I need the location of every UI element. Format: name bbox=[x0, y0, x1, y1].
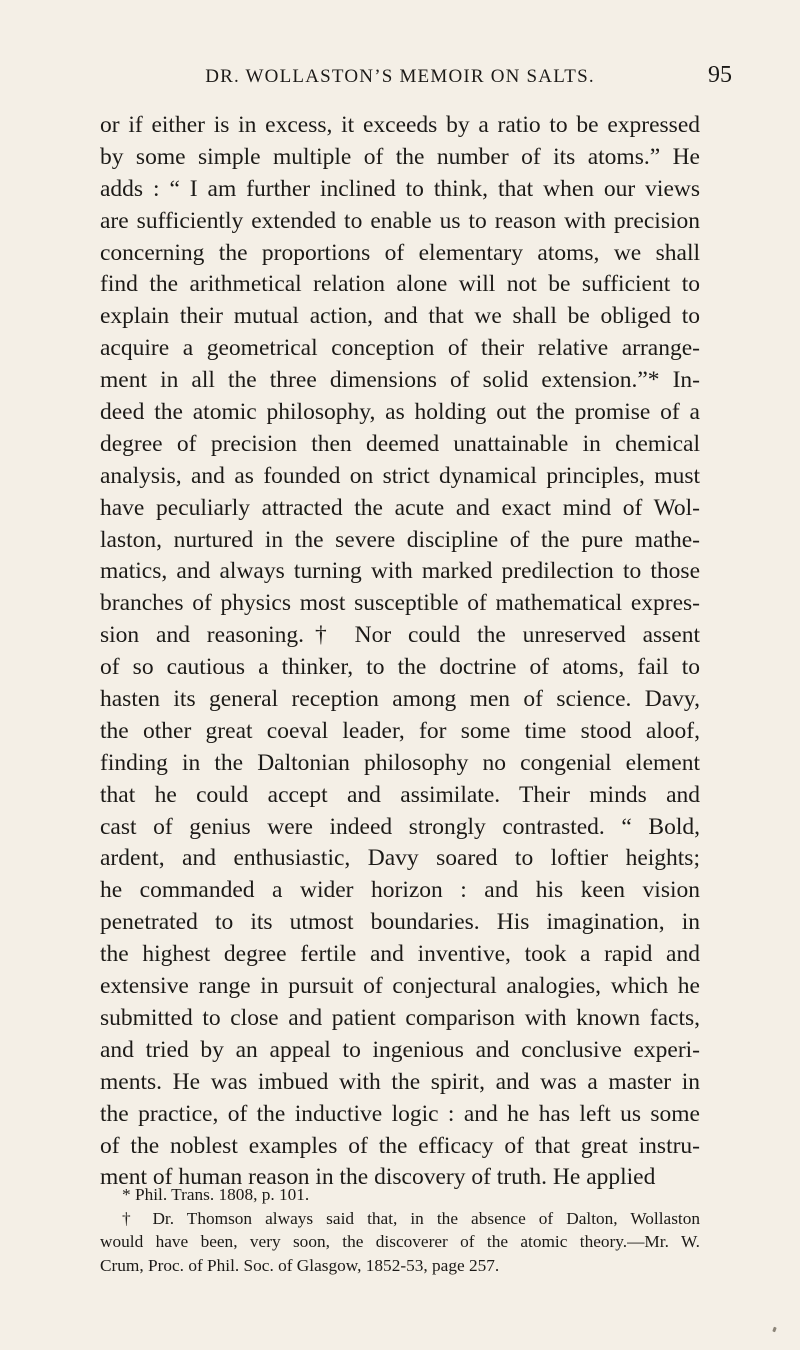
footnote-2-line: † Dr. Thomson always said that, in the absence of Dalton, Wollaston bbox=[122, 1208, 700, 1228]
text-line: branches of physics most susceptible of mathematical expres- bbox=[100, 590, 700, 617]
footnotes bbox=[100, 1183, 700, 1277]
text-line: analysis, and as founded on strict dynamical principles, must bbox=[100, 462, 700, 489]
text-line: are sufficiently extended to enable us to reason with precision bbox=[100, 207, 700, 234]
footnote-2-line: Crum, Proc. of Phil. Soc. of Glasgow, 1852-53, page 257. bbox=[100, 1255, 500, 1275]
text-line: ment of human reason in the discovery of truth. He applied bbox=[100, 1164, 656, 1191]
text-line: ment in all the three dimensions of solid extension.”* In- bbox=[100, 367, 700, 394]
body-text bbox=[100, 110, 700, 1194]
footnote-1: * Phil. Trans. 1808, p. 101. bbox=[122, 1185, 310, 1204]
text-line: matics, and always turning with marked predilection to those bbox=[100, 558, 700, 585]
text-line: penetrated to its utmost boundaries. His imagination, in bbox=[100, 909, 700, 936]
text-line: of the noblest examples of the efficacy of that great instru- bbox=[100, 1132, 700, 1159]
text-line: find the arithmetical relation alone will not be sufficient to bbox=[100, 271, 700, 298]
text-line: explain their mutual action, and that we shall be obliged to bbox=[100, 303, 700, 330]
text-line: finding in the Daltonian philosophy no congenial element bbox=[100, 749, 700, 776]
running-head bbox=[0, 62, 800, 98]
text-line: have peculiarly attracted the acute and exact mind of Wol- bbox=[100, 494, 700, 521]
text-line: by some simple multiple of the number of its atoms.” He bbox=[100, 143, 700, 170]
text-line: and tried by an appeal to ingenious and conclusive experi- bbox=[100, 1036, 700, 1063]
text-line: ardent, and enthusiastic, Davy soared to loftier heights; bbox=[100, 845, 700, 872]
text-line: hasten its general reception among men of science. Davy, bbox=[100, 686, 700, 713]
page-number: 95 bbox=[708, 62, 732, 88]
text-line: laston, nurtured in the severe discipline of the pure mathe- bbox=[100, 526, 700, 553]
text-line: he commanded a wider horizon : and his keen vision bbox=[100, 877, 700, 904]
running-title: DR. WOLLASTON’S MEMOIR ON SALTS. bbox=[205, 66, 595, 87]
text-line: extensive range in pursuit of conjectural analogies, which he bbox=[100, 973, 700, 1000]
text-line: or if either is in excess, it exceeds by a ratio to be expressed bbox=[100, 112, 700, 138]
text-line: the other great coeval leader, for some time stood aloof, bbox=[100, 717, 700, 744]
text-line: the highest degree fertile and inventive, took a rapid and bbox=[100, 941, 700, 968]
text-line: degree of precision then deemed unattainable in chemical bbox=[100, 430, 700, 457]
text-line: that he could accept and assimilate. Their minds and bbox=[100, 781, 700, 808]
text-line: concerning the proportions of elementary atoms, we shall bbox=[100, 239, 700, 266]
footnote-2-line: would have been, very soon, the discoverer of the atomic theory.—Mr. W. bbox=[100, 1232, 700, 1251]
text-line: sion and reasoning.† Nor could the unreserved assent bbox=[100, 622, 700, 649]
text-line: submitted to close and patient comparison with known facts, bbox=[100, 1004, 700, 1031]
paper-speck bbox=[772, 1327, 777, 1333]
text-line: the practice, of the inductive logic : and he has left us some bbox=[100, 1100, 700, 1127]
text-line: deed the atomic philosophy, as holding out the promise of a bbox=[100, 399, 700, 426]
text-line: of so cautious a thinker, to the doctrine of atoms, fail to bbox=[100, 654, 700, 681]
text-line: ments. He was imbued with the spirit, and was a master in bbox=[100, 1068, 700, 1095]
text-line: adds : “ I am further inclined to think, that when our views bbox=[100, 175, 700, 202]
text-line: cast of genius were indeed strongly contrasted. “ Bold, bbox=[100, 813, 700, 840]
text-line: acquire a geometrical conception of their relative arrange- bbox=[100, 335, 700, 362]
